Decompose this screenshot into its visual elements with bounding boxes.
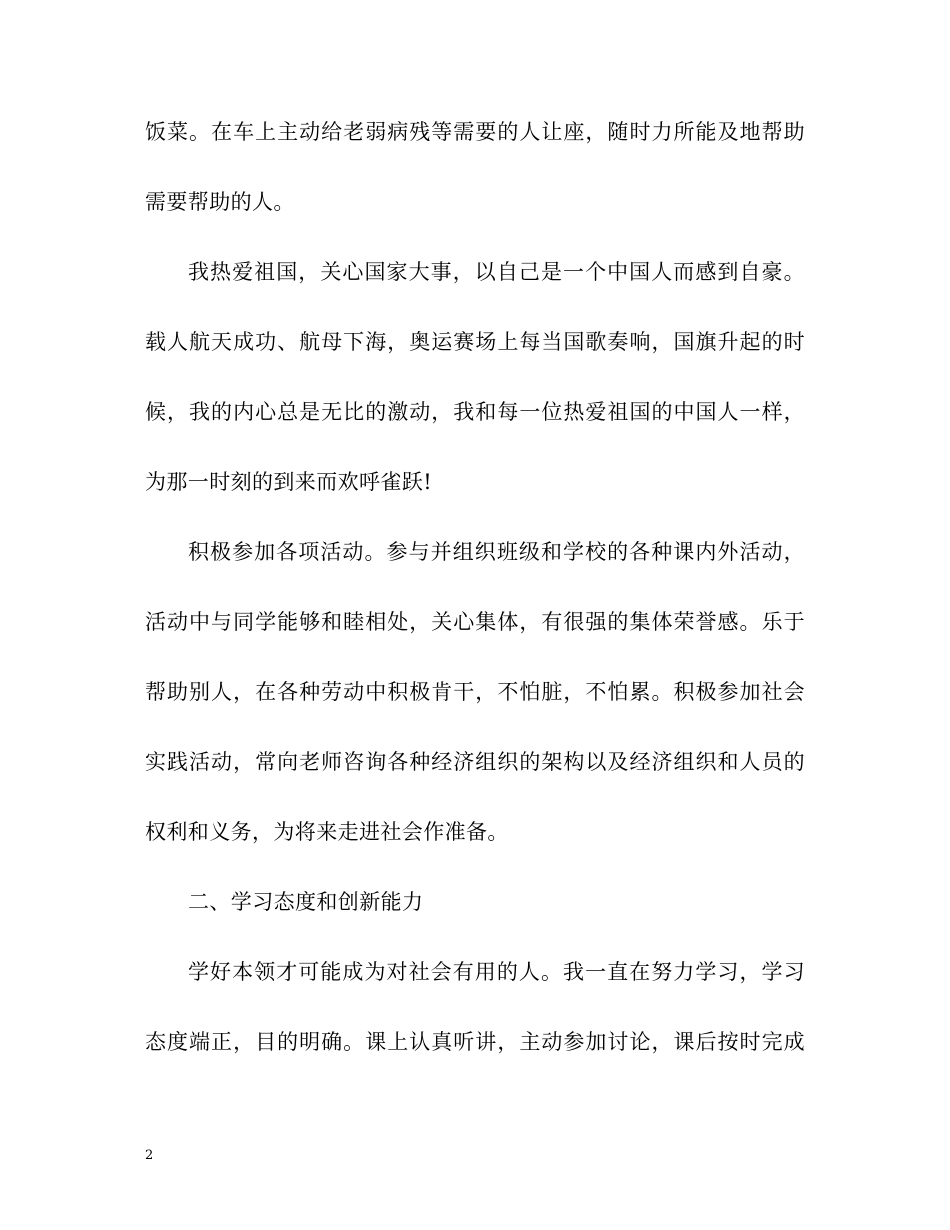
text-line: 载人航天成功、航母下海，奥运赛场上每当国歌奏响，国旗升起的时 [145,330,805,354]
text-line: 权利和义务，为将来走进社会作准备。 [145,820,509,844]
text-line: 态度端正，目的明确。课上认真听讲，主动参加讨论，课后按时完成 [145,1030,805,1054]
text-line: 为那一时刻的到来而欢呼雀跃! [145,470,433,494]
section-heading: 二、学习态度和创新能力 [188,890,424,914]
paragraph-start-line: 积极参加各项活动。参与并组织班级和学校的各种课内外活动， [188,540,805,564]
text-line: 候，我的内心总是无比的激动，我和每一位热爱祖国的中国人一样， [145,400,805,424]
text-line: 饭菜。在车上主动给老弱病残等需要的人让座，随时力所能及地帮助 [145,120,805,144]
text-line: 帮助别人，在各种劳动中积极肯干，不怕脏，不怕累。积极参加社会 [145,680,805,704]
text-line: 活动中与同学能够和睦相处，关心集体，有很强的集体荣誉感。乐于 [145,610,805,634]
paragraph-start-line: 我热爱祖国，关心国家大事，以自己是一个中国人而感到自豪。 [188,260,805,284]
page-number: 2 [145,1148,154,1163]
text-line: 实践活动，常向老师咨询各种经济组织的架构以及经济组织和人员的 [145,750,805,774]
text-line: 需要帮助的人。 [145,190,295,214]
document-body [145,118,805,1098]
paragraph-start-line: 学好本领才可能成为对社会有用的人。我一直在努力学习，学习 [188,960,805,984]
